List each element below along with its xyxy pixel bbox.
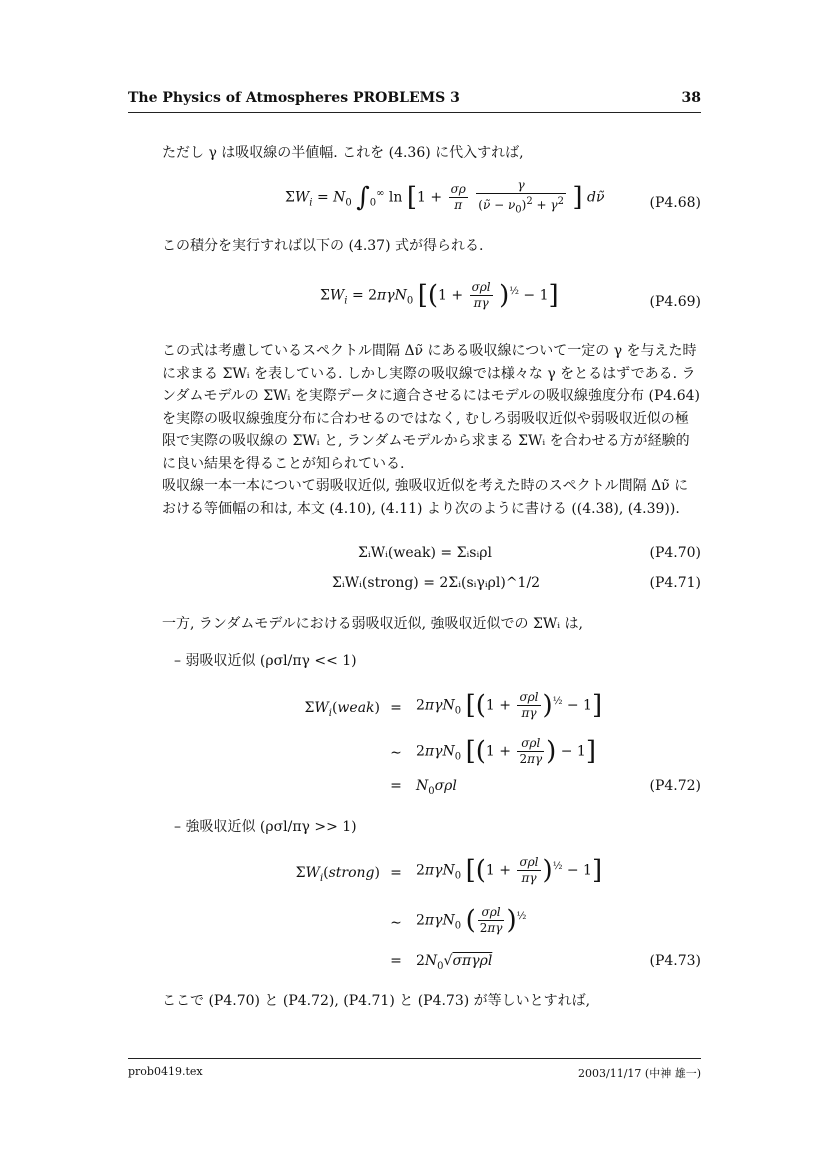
bullet-weak-text: 弱吸収近似 (ρσl/πγ << 1) (185, 653, 357, 669)
equation-p4-71: ΣᵢWᵢ(strong) = 2Σᵢ(sᵢγᵢρl)^1/2 (332, 575, 541, 591)
page-number: 38 (681, 90, 701, 106)
running-title: The Physics of Atmospheres PROBLEMS 3 (128, 90, 460, 106)
equation-p4-68: $\Sigma W_i = N_0$ $\int_0^\infty$ ln [1 + $\frac{\sigma\rho}{\pi}$ $\frac{\gamma}{(\nũ - \nu_0)^2 + \gamma^2}$ ] dν̃ (285, 178, 605, 216)
footer-filename: prob0419.tex (128, 1065, 203, 1078)
equation-number: (P4.71) (649, 575, 701, 591)
equation-p4-72: $\Sigma W_i(weak)$ = 2πγN$_0$ [(1 + $\frac{\text{σρl}}{\pi\gamma}$ )$^{\frac{1}{2}}$ − 1] ∼ 2πγN$_0$ [(1 + $\frac{\text{σρl}}{2\pi\gamma}$ ) − 1] = $N_0\sigma\rho l$ (304, 690, 603, 797)
equation-p4-69: $\Sigma W_i = 2\pi\gamma N_0$ [(1 + $\frac{\text{σρl}}{\pi\gamma}$ )$^{\frac{1}{2}}$ − 1] (320, 280, 559, 311)
equation-p4-70: ΣᵢWᵢ(weak) = Σᵢsᵢρl (358, 545, 492, 561)
equation-number: (P4.70) (649, 545, 701, 561)
equation-number: (P4.68) (649, 195, 701, 211)
bullet-strong: – 強吸収近似 (ρσl/πγ >> 1) (174, 819, 357, 835)
equation-number: (P4.73) (649, 953, 701, 969)
paragraph-5: 一方, ランダムモデルにおける弱吸収近似, 強吸収近似での ΣWᵢ は, (162, 616, 583, 632)
paragraph-3: この式は考慮しているスペクトル間隔 Δν̃ にある吸収線について一定の γ を与えた時に求まる ΣWᵢ を表している. しかし実際の吸収線では様々な γ をとるはずである. ランダムモデルの ΣWᵢ を実際データに適合させるにはモデルの吸収線強度分布 (P4.64) を実際の吸収線強度分布に合わせるのではなく, むしろ弱吸収近似や弱吸収近似の極限で実際の吸収線の ΣWᵢ と, ランダムモデルから求まる ΣWᵢ を合わせる方が経験的に良い結果を得ることが知られている. (162, 343, 701, 472)
equation-number: (P4.69) (649, 294, 701, 310)
page-footer (128, 1058, 701, 1080)
footer-date: 2003/11/17 (中神 雄一) (578, 1067, 701, 1080)
equation-number: (P4.72) (649, 778, 701, 794)
bullet-strong-text: 強吸収近似 (ρσl/πγ >> 1) (185, 819, 357, 835)
paragraph-4: 吸収線一本一本について弱吸収近似, 強吸収近似を考えた時のスペクトル間隔 Δν̃ における等価幅の和は, 本文 (4.10), (4.11) より次のように書ける ((4.38), (4.39)). (162, 478, 689, 517)
bullet-weak: – 弱吸収近似 (ρσl/πγ << 1) (174, 653, 357, 669)
paragraph-1: ただし γ は吸収線の半値幅. これを (4.36) に代入すれば, (162, 145, 524, 161)
page-header (128, 90, 701, 113)
equation-p4-73: $\Sigma W_i(strong)$ = 2πγN$_0$ [(1 + $\frac{\text{σρl}}{\pi\gamma}$ )$^{\frac{1}{2}}$ − 1] ∼ 2πγN$_0$ ( $\frac{\text{σρl}}{2\pi\gamma}$ )$^{\frac{1}{2}}$ = $2N_0√\sigma\pi\gamma\rho l$ (295, 855, 603, 972)
paragraph-2: この積分を実行すれば以下の (4.37) 式が得られる. (162, 238, 484, 254)
paragraph-6: ここで (P4.70) と (P4.72), (P4.71) と (P4.73) が等しいとすれば, (162, 993, 591, 1009)
